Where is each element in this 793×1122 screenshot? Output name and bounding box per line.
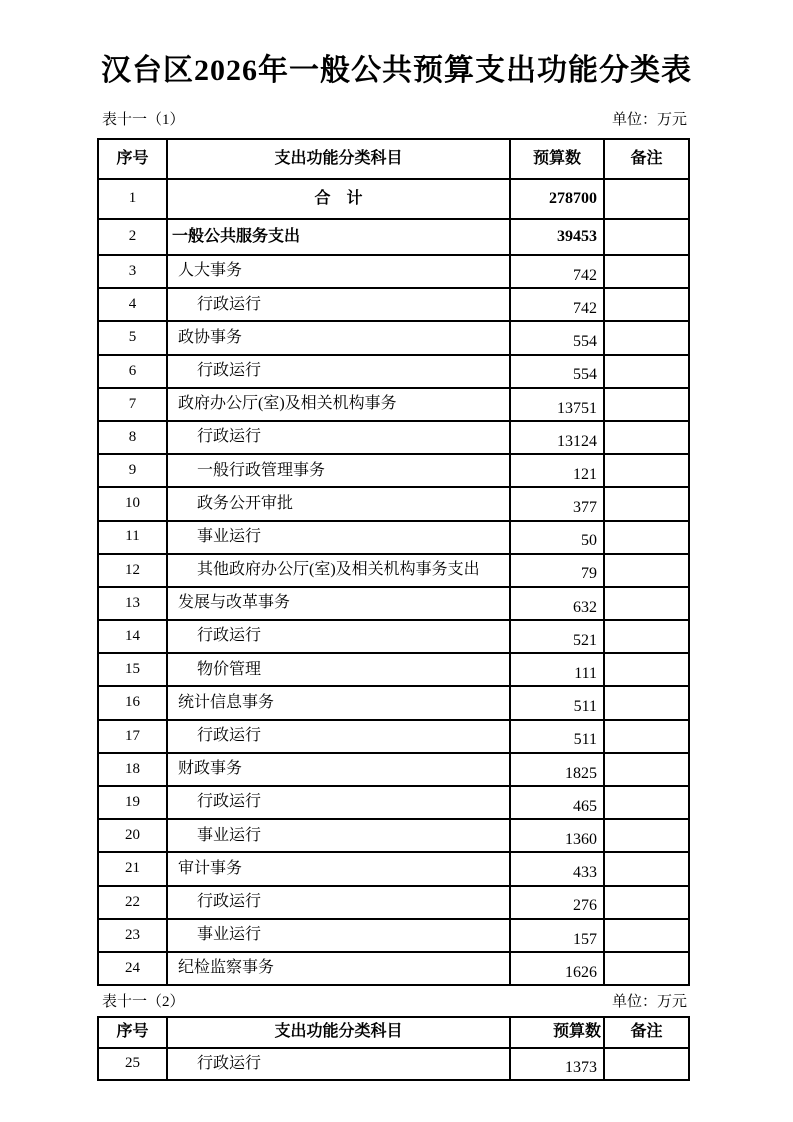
row-budget-cell: 276 [510,886,604,919]
row-subject-cell: 发展与改革事务 [167,587,510,620]
row-budget-cell: 511 [510,686,604,719]
budget-table-2 [97,1016,690,1081]
row-index-cell: 6 [98,355,167,388]
table-row [98,919,689,952]
row-index-cell: 5 [98,321,167,354]
row-subject-cell: 合 计 [167,179,510,219]
row-note-cell [604,219,689,255]
row-subject-cell: 统计信息事务 [167,686,510,719]
row-budget-cell: 111 [510,653,604,686]
header-budget-cell: 预算数 [510,139,604,179]
row-subject-cell: 物价管理 [167,653,510,686]
table-row [98,421,689,454]
table-row [98,653,689,686]
row-budget-cell: 632 [510,587,604,620]
table1-label: 表十一（1） [102,112,185,128]
row-subject-cell: 行政运行 [167,786,510,819]
table-row [98,753,689,786]
table2-unit-label: 单位：万元 [611,994,687,1010]
row-index-cell: 23 [98,919,167,952]
header-index-cell: 序号 [98,1017,167,1048]
row-note-cell [604,653,689,686]
table1-header [98,139,689,179]
row-budget-cell: 465 [510,786,604,819]
row-budget-cell: 157 [510,919,604,952]
row-budget-cell: 50 [510,521,604,554]
row-index-cell: 19 [98,786,167,819]
row-index-cell: 4 [98,288,167,321]
row-index-cell: 18 [98,753,167,786]
row-index-cell: 15 [98,653,167,686]
row-budget-cell: 554 [510,321,604,354]
row-note-cell [604,421,689,454]
table-row [98,587,689,620]
row-budget-cell: 1825 [510,753,604,786]
row-subject-cell: 一般行政管理事务 [167,454,510,487]
row-note-cell [604,554,689,587]
table-row [98,288,689,321]
row-subject-cell: 人大事务 [167,255,510,288]
row-note-cell [604,819,689,852]
table1-unit-label: 单位：万元 [611,112,687,128]
header-index-cell: 序号 [98,139,167,179]
header-budget-cell: 预算数 [510,1017,604,1048]
row-note-cell [604,179,689,219]
row-budget-cell: 742 [510,255,604,288]
row-index-cell: 20 [98,819,167,852]
row-subject-cell: 事业运行 [167,819,510,852]
row-budget-cell: 39453 [510,219,604,255]
table-row [98,686,689,719]
row-index-cell: 22 [98,886,167,919]
budget-table-1 [97,138,690,986]
table-row [98,355,689,388]
row-budget-cell: 1626 [510,952,604,985]
row-note-cell [604,620,689,653]
table-row [98,179,689,219]
row-budget-cell: 1373 [510,1048,604,1080]
table-row [98,852,689,885]
table2-body [98,1048,689,1080]
row-subject-cell: 行政运行 [167,288,510,321]
row-subject-cell: 政府办公厅(室)及相关机构事务 [167,388,510,421]
table-row [98,255,689,288]
row-index-cell: 10 [98,487,167,520]
row-subject-cell: 行政运行 [167,620,510,653]
row-budget-cell: 742 [510,288,604,321]
row-note-cell [604,952,689,985]
row-index-cell: 24 [98,952,167,985]
row-note-cell [604,487,689,520]
row-index-cell: 13 [98,587,167,620]
row-subject-cell: 其他政府办公厅(室)及相关机构事务支出 [167,554,510,587]
row-budget-cell: 13124 [510,421,604,454]
row-index-cell: 3 [98,255,167,288]
table-row [98,219,689,255]
row-subject-cell: 行政运行 [167,355,510,388]
table1-body [98,179,689,985]
table2-header [98,1017,689,1048]
row-index-cell: 16 [98,686,167,719]
row-index-cell: 21 [98,852,167,885]
row-note-cell [604,753,689,786]
row-index-cell: 17 [98,720,167,753]
row-budget-cell: 79 [510,554,604,587]
table2-meta-row [97,993,688,1011]
row-note-cell [604,288,689,321]
row-budget-cell: 377 [510,487,604,520]
row-note-cell [604,587,689,620]
row-budget-cell: 13751 [510,388,604,421]
row-budget-cell: 511 [510,720,604,753]
row-subject-cell: 纪检监察事务 [167,952,510,985]
row-note-cell [604,686,689,719]
table-row [98,521,689,554]
row-budget-cell: 521 [510,620,604,653]
row-index-cell: 8 [98,421,167,454]
row-index-cell: 2 [98,219,167,255]
row-note-cell [604,388,689,421]
row-note-cell [604,1048,689,1080]
table-row [98,1048,689,1080]
row-note-cell [604,521,689,554]
row-index-cell: 14 [98,620,167,653]
table-row [98,388,689,421]
table2-label: 表十一（2） [102,994,185,1010]
row-note-cell [604,786,689,819]
table-row [98,786,689,819]
row-subject-cell: 行政运行 [167,1048,510,1080]
row-index-cell: 9 [98,454,167,487]
table-row [98,819,689,852]
table1-meta-row [97,111,688,129]
header-subject-cell: 支出功能分类科目 [167,139,510,179]
table-row [98,454,689,487]
table-row [98,620,689,653]
table-row [98,886,689,919]
table-row [98,321,689,354]
row-index-cell: 12 [98,554,167,587]
row-note-cell [604,355,689,388]
row-budget-cell: 433 [510,852,604,885]
row-budget-cell: 554 [510,355,604,388]
table-row [98,487,689,520]
table-row [98,720,689,753]
row-note-cell [604,852,689,885]
table-row [98,952,689,985]
header-note-cell: 备注 [604,1017,689,1048]
row-subject-cell: 行政运行 [167,720,510,753]
row-index-cell: 7 [98,388,167,421]
row-note-cell [604,720,689,753]
table2-header-row [98,1017,689,1048]
row-subject-cell: 事业运行 [167,919,510,952]
row-note-cell [604,919,689,952]
row-note-cell [604,321,689,354]
row-index-cell: 25 [98,1048,167,1080]
row-subject-cell: 政务公开审批 [167,487,510,520]
row-subject-cell: 政协事务 [167,321,510,354]
header-subject-cell: 支出功能分类科目 [167,1017,510,1048]
row-budget-cell: 121 [510,454,604,487]
header-note-cell: 备注 [604,139,689,179]
table1-header-row [98,139,689,179]
table-row [98,554,689,587]
row-budget-cell: 1360 [510,819,604,852]
row-subject-cell: 事业运行 [167,521,510,554]
row-subject-cell: 一般公共服务支出 [167,219,510,255]
row-subject-cell: 审计事务 [167,852,510,885]
row-subject-cell: 财政事务 [167,753,510,786]
row-index-cell: 1 [98,179,167,219]
row-subject-cell: 行政运行 [167,886,510,919]
row-subject-cell: 行政运行 [167,421,510,454]
row-budget-cell: 278700 [510,179,604,219]
row-note-cell [604,886,689,919]
row-note-cell [604,454,689,487]
row-index-cell: 11 [98,521,167,554]
page-title: 汉台区2026年一般公共预算支出功能分类表 [101,54,692,87]
row-note-cell [604,255,689,288]
